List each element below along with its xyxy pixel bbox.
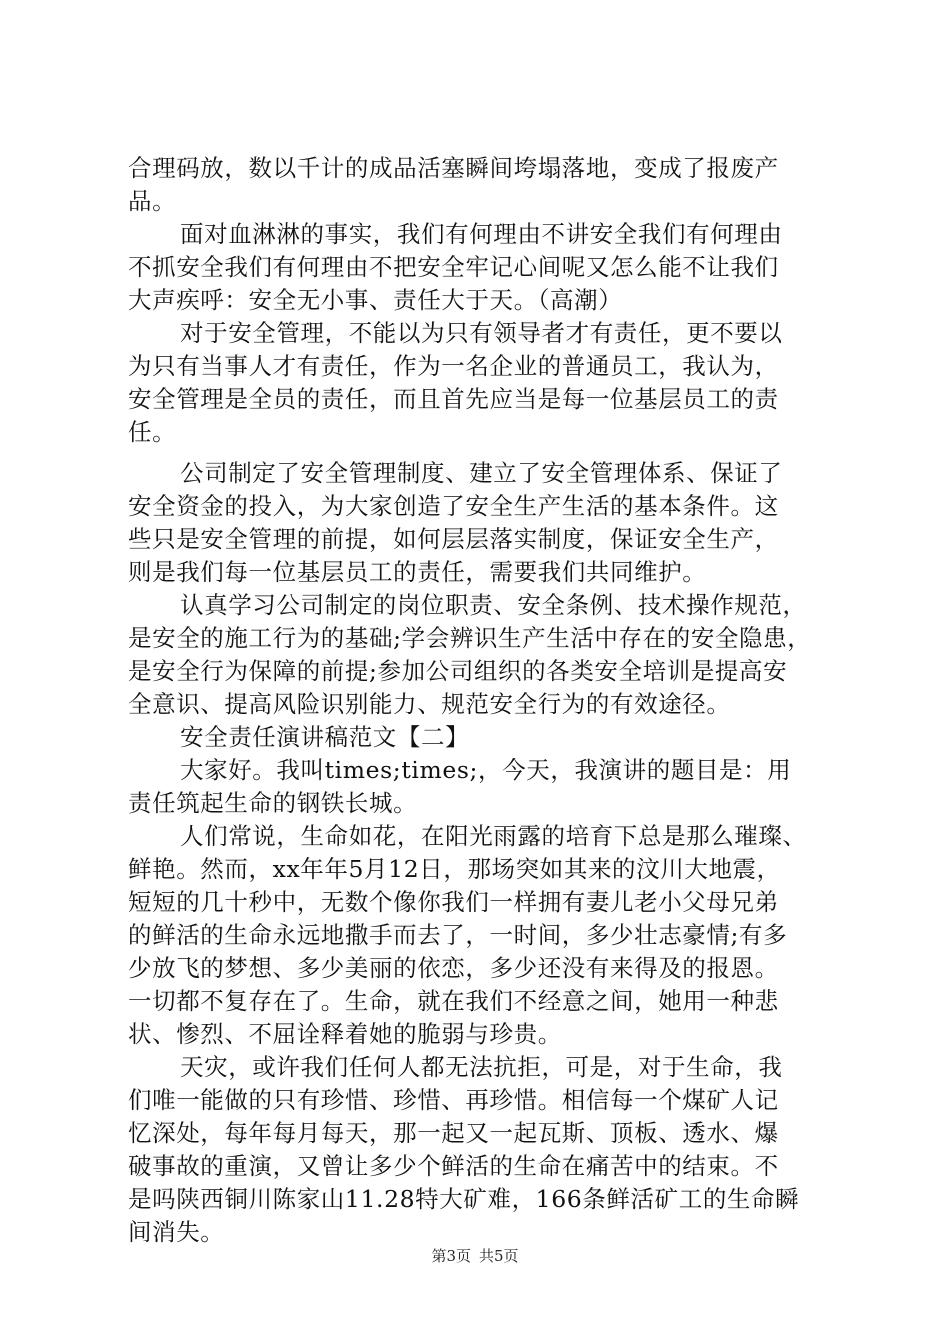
text-line: 一切都不复存在了。生命，就在我们不经意之间，她用一种悲 [128, 987, 779, 1015]
text-line: 的鲜活的生命永远地撒手而去了，一时间，多少壮志豪情;有多 [128, 921, 788, 949]
text-line: 大声疾呼：安全无小事、责任大于天。（高潮） [128, 286, 623, 314]
section-heading: 安全责任演讲稿范文【二】 [180, 723, 470, 751]
document-body [128, 152, 828, 1249]
paragraph-start-line: 大家好。我叫times;times;，今天，我演讲的题目是：用 [180, 756, 792, 784]
text-line: 状、惨烈、不屈诠释着她的脆弱与珍贵。 [128, 1020, 562, 1048]
paragraph-start-line: 公司制定了安全管理制度、建立了安全管理体系、保证了 [180, 459, 783, 487]
text-line: 鲜艳。然而，xx年年5月12日，那场突如其来的汶川大地震， [128, 855, 781, 883]
page-footer [0, 1245, 950, 1266]
paragraph-start-line: 对于安全管理，不能以为只有领导者才有责任，更不要以 [180, 319, 783, 347]
paragraph-start-line: 天灾，或许我们任何人都无法抗拒，可是，对于生命，我 [180, 1053, 783, 1081]
text-line: 是安全的施工行为的基础;学会辨识生产生活中存在的安全隐患， [128, 624, 812, 652]
text-line: 破事故的重演，又曾让多少个鲜活的生命在痛苦中的结束。不 [128, 1152, 779, 1180]
text-line: 是安全行为保障的前提;参加公司组织的各类安全培训是提高安 [128, 657, 788, 685]
text-line: 全意识、提高风险识别能力、规范安全行为的有效途径。 [128, 690, 731, 718]
paragraph-start-line: 面对血淋淋的事实，我们有何理由不讲安全我们有何理由 [180, 220, 783, 248]
page-total: 共5页 [479, 1247, 519, 1265]
page-number: 第3页 [431, 1247, 471, 1265]
text-line: 间消失。 [128, 1218, 225, 1246]
paragraph-start-line: 认真学习公司制定的岗位职责、安全条例、技术操作规范， [180, 591, 807, 619]
text-line: 品。 [128, 187, 177, 215]
text-line: 合理码放，数以千计的成品活塞瞬间垮塌落地，变成了报废产 [128, 154, 779, 182]
text-line: 任。 [128, 418, 177, 446]
text-line: 们唯一能做的只有珍惜、珍惜、再珍惜。相信每一个煤矿人记 [128, 1086, 779, 1114]
text-line: 则是我们每一位基层员工的责任，需要我们共同维护。 [128, 558, 707, 586]
text-line: 忆深处，每年每月每天，那一起又一起瓦斯、顶板、透水、爆 [128, 1119, 779, 1147]
text-line: 为只有当事人才有责任，作为一名企业的普通员工，我认为， [128, 352, 779, 380]
text-line: 安全管理是全员的责任，而且首先应当是每一位基层员工的责 [128, 385, 779, 413]
text-line: 些只是安全管理的前提，如何层层落实制度，保证安全生产， [128, 525, 779, 553]
text-line: 少放飞的梦想、多少美丽的依恋，多少还没有来得及的报恩。 [128, 954, 779, 982]
paragraph-start-line: 人们常说，生命如花，在阳光雨露的培育下总是那么璀璨、 [180, 822, 807, 850]
text-line: 责任筑起生命的钢铁长城。 [128, 789, 418, 817]
text-line: 是吗陕西铜川陈家山11.28特大矿难，166条鲜活矿工的生命瞬 [128, 1185, 800, 1213]
text-line: 不抓安全我们有何理由不把安全牢记心间呢又怎么能不让我们 [128, 253, 779, 281]
text-line: 安全资金的投入，为大家创造了安全生产生活的基本条件。这 [128, 492, 779, 520]
text-line: 短短的几十秒中，无数个像你我们一样拥有妻儿老小父母兄弟 [128, 888, 779, 916]
